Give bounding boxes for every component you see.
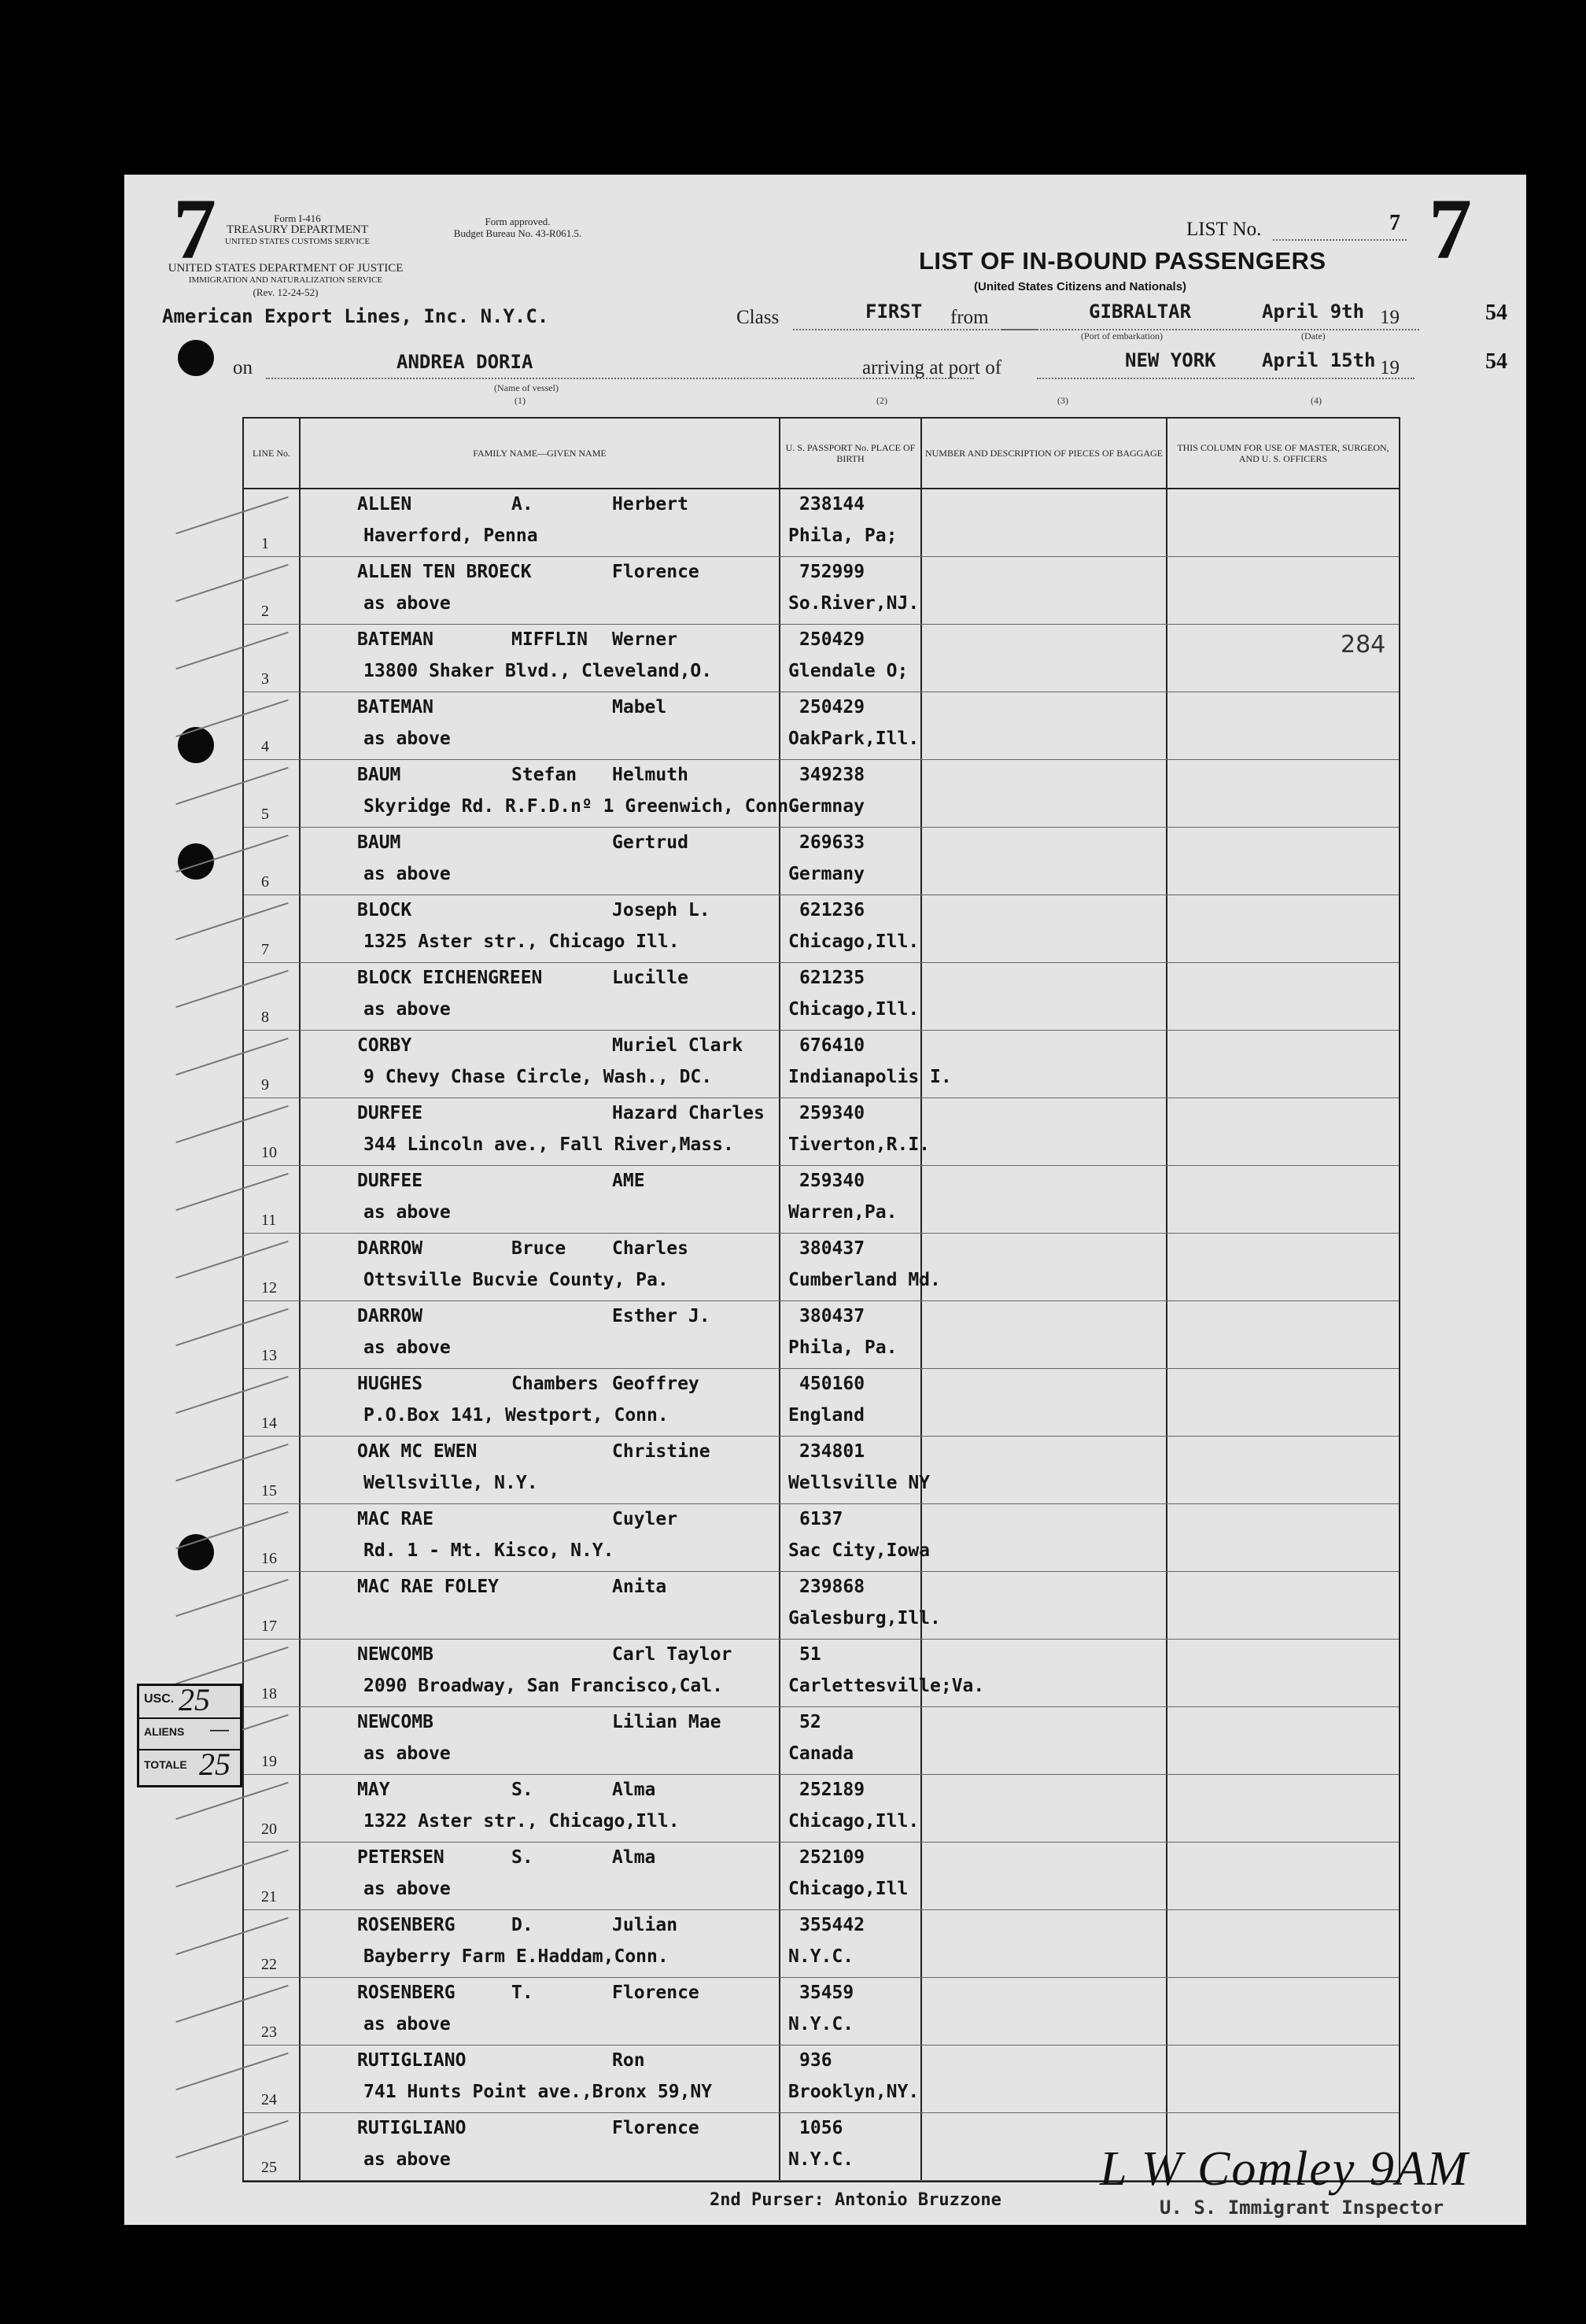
row-check-mark [175,1376,288,1414]
address: 9 Chevy Chase Circle, Wash., DC. [363,1067,713,1087]
address: Bayberry Farm E.Haddam,Conn. [363,1946,669,1967]
family-name: OAK MC EWEN [357,1441,478,1462]
given-name: Carl Taylor [612,1644,732,1665]
address: P.O.Box 141, Westport, Conn. [363,1405,669,1426]
total-label: TOTALE [144,1758,187,1771]
passport-number: 6137 [799,1509,843,1529]
col-num-1: (1) [515,395,526,406]
arrival-port: NEW YORK [1125,349,1216,371]
place-of-birth: Germnay [788,796,865,817]
col-num-2: (2) [876,395,887,406]
row-check-mark [175,1511,288,1549]
given-name: Christine [612,1441,710,1462]
justice-block [148,263,423,298]
given-name: Helmuth [612,765,688,785]
passenger-table [242,417,1400,2182]
from-label: from [950,307,989,328]
row-check-mark [175,1038,288,1075]
list-number-label: LIST No. [1186,219,1262,240]
table-row [244,760,1399,828]
approval-block [321,216,714,239]
header-baggage: NUMBER AND DESCRIPTION OF PIECES OF BAGGAGE [922,419,1166,489]
table-row [244,489,1399,557]
address: as above [363,999,451,1020]
given-name: AME [612,1171,645,1191]
binder-hole [178,1534,214,1570]
row-check-mark [175,1105,288,1143]
given-name: Ron [612,2050,645,2071]
class-line [793,329,1037,330]
line-number: 8 [261,1009,269,1026]
treasury-dept: TREASURY DEPARTMENT [226,223,369,236]
given-name: Florence [612,1983,699,2003]
passport-number: 259340 [799,1103,865,1123]
ins-service: IMMIGRATION AND NATURALIZATION SERVICE [188,275,383,285]
place-of-birth: Germany [788,864,865,884]
table-row [244,1031,1399,1098]
address: 1325 Aster str., Chicago Ill. [363,931,680,952]
family-name: BATEMAN [357,629,433,650]
family-name: BATEMAN [357,697,433,717]
address: 2090 Broadway, San Francisco,Cal. [363,1676,723,1696]
vessel-name: ANDREA DORIA [396,351,533,373]
year-2: 54 [1485,349,1507,374]
place-of-birth: OakPark,Ill. [788,729,920,749]
corner-mark-right: 7 [1429,181,1472,277]
passport-number: 380437 [799,1306,865,1326]
given-name: Esther J. [612,1306,710,1326]
address: as above [363,2014,451,2034]
given-name: Alma [612,1847,656,1868]
line-number: 6 [261,873,269,891]
given-name: Anita [612,1577,667,1597]
usc-label: USC. [144,1692,175,1706]
table-row [244,1843,1399,1910]
passport-number: 355442 [799,1915,865,1935]
address: Rd. 1 - Mt. Kisco, N.Y. [363,1540,614,1561]
table-row [244,1572,1399,1640]
place-of-birth: Canada [788,1743,854,1764]
place-of-birth: N.Y.C. [788,2149,854,2170]
row-check-mark [175,1647,288,1684]
embark-port: GIBRALTAR [1089,301,1192,323]
revision: (Rev. 12-24-52) [253,286,319,298]
form-number: Form I-416 [274,212,321,224]
passport-number: 1056 [799,2118,843,2138]
given-name: Florence [612,2118,699,2138]
passport-number: 752999 [799,562,865,582]
passport-number: 234801 [799,1441,865,1462]
family-name: MAC RAE [357,1509,433,1529]
middle-name: D. [511,1915,533,1935]
justice-dept: UNITED STATES DEPARTMENT OF JUSTICE [168,262,404,275]
inspector-title: U. S. Immigrant Inspector [1160,2197,1444,2219]
form-approved: Form approved. [485,216,551,227]
col-num-3: (3) [1057,395,1068,406]
place-of-birth: Sac City,Iowa [788,1540,931,1561]
table-row [244,1640,1399,1707]
address: 344 Lincoln ave., Fall River,Mass. [363,1134,734,1155]
passport-number: 380437 [799,1238,865,1259]
page-title: LIST OF IN-BOUND PASSENGERS [919,247,1326,275]
row-check-mark [175,699,288,737]
line-number: 23 [261,2023,277,2041]
embark-date: April 9th [1262,301,1365,323]
family-name: BLOCK EICHENGREEN [357,968,543,988]
passport-number: 676410 [799,1035,865,1056]
passport-number: 450160 [799,1374,865,1394]
place-of-birth: N.Y.C. [788,1946,854,1967]
table-row [244,2045,1399,2113]
given-name: Gertrud [612,832,688,853]
place-of-birth: So.River,NJ. [788,593,920,614]
total-value: 25 [199,1747,231,1782]
middle-name: MIFFLIN [511,629,588,650]
place-of-birth: Chicago,Ill. [788,931,920,952]
passport-number: 52 [799,1712,821,1732]
purser-note: 2nd Purser: Antonio Bruzzone [710,2190,1001,2210]
middle-name: S. [511,1847,533,1868]
address: as above [363,1202,451,1223]
passport-number: 239868 [799,1577,865,1597]
year-prefix-1: 19 [1380,307,1400,328]
passport-number: 35459 [799,1983,854,2003]
family-name: ROSENBERG [357,1915,456,1935]
family-name: DURFEE [357,1171,423,1191]
passport-number: 269633 [799,832,865,853]
line-number: 10 [261,1144,277,1161]
line-number: 3 [261,670,269,688]
passport-number: 250429 [799,697,865,717]
address: as above [363,1337,451,1358]
family-name: NEWCOMB [357,1712,433,1732]
line-number: 15 [261,1482,277,1500]
place-of-birth: Chicago,Ill. [788,1811,920,1832]
row-check-mark [175,767,288,805]
middle-name: A. [511,494,533,515]
table-row [244,1437,1399,1504]
given-name: Geoffrey [612,1374,699,1394]
line-number: 2 [261,603,269,620]
place-of-birth: Phila, Pa. [788,1337,898,1358]
given-name: Lucille [612,968,688,988]
passport-number: 51 [799,1644,821,1665]
row-check-mark [175,1444,288,1481]
given-name: Mabel [612,697,667,717]
row-check-mark [175,496,288,534]
binder-hole [178,340,214,376]
family-name: PETERSEN [357,1847,444,1868]
line-number: 16 [261,1550,277,1567]
family-name: RUTIGLIANO [357,2050,467,2071]
row-check-mark [175,1308,288,1346]
row-check-mark [175,1782,288,1820]
line-number: 12 [261,1279,277,1297]
family-name: BLOCK [357,900,412,920]
middle-name: Chambers [511,1374,599,1394]
place-of-birth: Indianapolis I. [788,1067,952,1087]
tally-stamp [137,1684,242,1787]
place-of-birth: Chicago,Ill [788,1879,909,1899]
header-line-no: LINE No. [244,419,299,489]
passport-number: 238144 [799,494,865,515]
given-name: Joseph L. [612,900,710,920]
family-name: DURFEE [357,1103,423,1123]
table-row [244,1707,1399,1775]
address: Skyridge Rd. R.F.D.nº 1 Greenwich, Conn. [363,796,799,817]
family-name: DARROW [357,1238,423,1259]
line-number: 20 [261,1820,277,1838]
place-of-birth: Brooklyn,NY. [788,2082,920,2102]
row-check-mark [175,1985,288,2023]
passport-number: 250429 [799,629,865,650]
shipping-line: American Export Lines, Inc. N.Y.C. [162,305,549,327]
arrival-line [1037,378,1414,379]
table-row [244,692,1399,760]
col-num-4: (4) [1311,395,1322,406]
vessel-caption: (Name of vessel) [494,382,559,393]
family-name: NEWCOMB [357,1644,433,1665]
date-caption: (Date) [1301,330,1326,341]
budget-bureau: Budget Bureau No. 43-R061.5. [453,227,582,239]
middle-name: Bruce [511,1238,566,1259]
given-name: Lilian Mae [612,1712,721,1732]
line-number: 11 [261,1212,277,1229]
header-officers: THIS COLUMN FOR USE OF MASTER, SURGEON, AND U. S. OFFICERS [1167,419,1399,489]
middle-name: Stefan [511,765,577,785]
year-prefix-2: 19 [1380,357,1400,378]
customs-service: UNITED STATES CUSTOMS SERVICE [224,237,371,246]
passport-number: 621235 [799,968,865,988]
line-number: 5 [261,806,269,823]
usc-value: 25 [179,1682,210,1717]
header-name: FAMILY NAME—GIVEN NAME [301,419,779,489]
passport-number: 349238 [799,765,865,785]
middle-name: S. [511,1780,533,1800]
row-check-mark [175,902,288,940]
line-number: 7 [261,941,269,958]
place-of-birth: Tiverton,R.I. [788,1134,931,1155]
middle-name: T. [511,1983,533,2003]
address: 13800 Shaker Blvd., Cleveland,O. [363,661,713,681]
line-number: 17 [261,1618,277,1635]
on-label: on [233,357,253,378]
class-value: FIRST [865,301,923,323]
table-row [244,1166,1399,1234]
place-of-birth: Galesburg,Ill. [788,1608,941,1629]
passport-number: 621236 [799,900,865,920]
given-name: Werner [612,629,678,650]
table-row [244,1234,1399,1301]
family-name: ALLEN TEN BROECK [357,562,532,582]
row-check-mark [175,1579,288,1617]
passport-number: 936 [799,2050,832,2071]
list-number: 7 [1389,211,1400,235]
address: as above [363,729,451,749]
row-check-mark [175,970,288,1008]
family-name: MAC RAE FOLEY [357,1577,500,1597]
aliens-value: — [210,1719,229,1740]
place-of-birth: Phila, Pa; [788,526,898,546]
given-name: Florence [612,562,699,582]
given-name: Herbert [612,494,688,515]
table-row [244,1910,1399,1978]
place-of-birth: N.Y.C. [788,2014,854,2034]
row-check-mark [175,1850,288,1887]
table-row [244,1504,1399,1572]
row-check-mark [175,1241,288,1278]
given-name: Charles [612,1238,688,1259]
family-name: BAUM [357,832,401,853]
line-number: 19 [261,1753,277,1770]
header-passport: U. S. PASSPORT No. PLACE OF BIRTH [780,419,920,489]
address: 1322 Aster str., Chicago,Ill. [363,1811,680,1832]
family-name: RUTIGLIANO [357,2118,467,2138]
place-of-birth: Glendale O; [788,661,909,681]
arrival-date: April 15th [1262,349,1376,371]
address: as above [363,2149,451,2170]
table-row [244,1301,1399,1369]
given-name: Cuyler [612,1509,678,1529]
family-name: ROSENBERG [357,1983,456,2003]
page-subtitle: (United States Citizens and Nationals) [974,280,1187,293]
family-name: MAY [357,1780,390,1800]
passport-number: 259340 [799,1171,865,1191]
row-check-mark [175,2120,288,2158]
line-number: 18 [261,1685,277,1702]
line-number: 21 [261,1888,277,1905]
year-1: 54 [1485,301,1507,325]
address: as above [363,1879,451,1899]
family-name: DARROW [357,1306,423,1326]
row-check-mark [175,1173,288,1211]
place-of-birth: Carlettesville;Va. [788,1676,985,1696]
corner-mark-left: 7 [173,181,216,277]
line-number: 25 [261,2159,277,2176]
arriving-label: arriving at port of [862,357,1002,378]
embark-line [1002,329,1419,330]
line-number: 24 [261,2091,277,2108]
line-number: 14 [261,1415,277,1432]
address: Ottsville Bucvie County, Pa. [363,1270,669,1290]
address: Wellsville, N.Y. [363,1473,538,1493]
table-row [244,963,1399,1031]
class-label: Class [736,307,780,328]
line-number: 22 [261,1956,277,1973]
annotation-284: 284 [1341,631,1386,658]
table-row [244,625,1399,692]
given-name: Alma [612,1780,656,1800]
table-row [244,895,1399,963]
aliens-label: ALIENS [144,1725,185,1738]
row-check-mark [175,1917,288,1955]
place-of-birth: Chicago,Ill. [788,999,920,1020]
line-number: 4 [261,738,269,755]
place-of-birth: England [788,1405,865,1426]
address: Haverford, Penna [363,526,538,546]
table-row [244,1978,1399,2045]
table-row [244,1098,1399,1166]
row-check-mark [175,2053,288,2090]
family-name: CORBY [357,1035,412,1056]
line-number: 1 [261,535,269,552]
list-number-line [1273,239,1407,241]
address: 741 Hunts Point ave.,Bronx 59,NY [363,2082,713,2102]
manifest-page [124,175,1526,2225]
line-number: 13 [261,1347,277,1364]
table-row [244,1369,1399,1437]
address: as above [363,864,451,884]
family-name: HUGHES [357,1374,423,1394]
given-name: Hazard Charles [612,1103,765,1123]
address: as above [363,1743,451,1764]
family-name: BAUM [357,765,401,785]
embark-caption: (Port of embarkation) [1081,330,1163,341]
table-row [244,828,1399,895]
given-name: Muriel Clark [612,1035,743,1056]
row-check-mark [175,564,288,602]
family-name: ALLEN [357,494,412,515]
table-row [244,1775,1399,1843]
line-number: 9 [261,1076,269,1094]
passport-number: 252109 [799,1847,865,1868]
passport-number: 252189 [799,1780,865,1800]
row-check-mark [175,632,288,670]
place-of-birth: Cumberland Md. [788,1270,941,1290]
place-of-birth: Warren,Pa. [788,1202,898,1223]
place-of-birth: Wellsville NY [788,1473,931,1493]
inspector-signature: L W Comley 9AM [1100,2142,1470,2196]
given-name: Julian [612,1915,678,1935]
table-row [244,557,1399,625]
address: as above [363,593,451,614]
